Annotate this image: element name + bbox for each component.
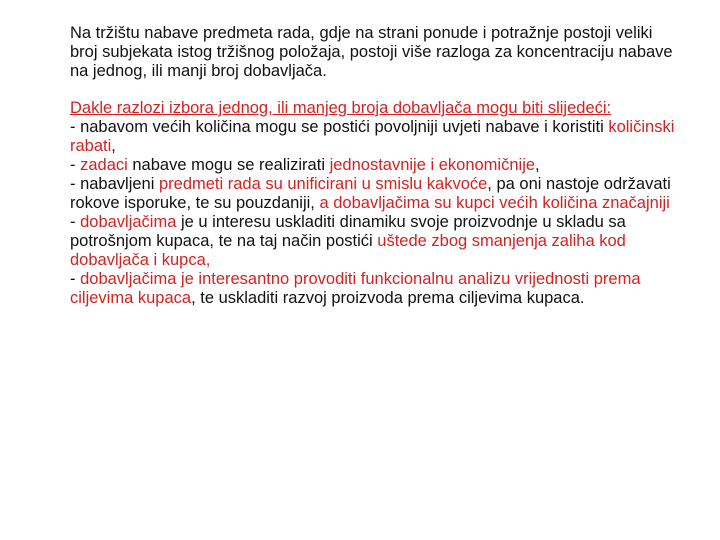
reason-text: , (535, 156, 540, 174)
reason-text: - (70, 213, 81, 231)
reason-highlight: dobavljačima je interesantno provoditi funkcionalnu analizu vrijednosti prema ciljevima kupaca (70, 270, 641, 307)
reason-text: nabave mogu se realizirati (127, 156, 330, 174)
reason-item (70, 270, 680, 308)
reason-highlight: dobavljačima (80, 213, 177, 231)
reason-highlight: količinski rabati (70, 118, 675, 155)
reason-text: - nabavljeni (70, 175, 159, 193)
reason-highlight: jednostavnije i ekonomičnije (329, 156, 536, 174)
reason-highlight: uštede zbog smanjenja zaliha kod dobavljača i kupca, (70, 232, 626, 269)
intro-paragraph: Na tržištu nabave predmeta rada, gdje na strani ponude i potražnje postoji veliki broj subjekata istog tržišnog položaja, postoji više razloga za koncentraciju nabave na jednog, ili manji broj dobavljača. (70, 24, 673, 80)
reason-highlight: zadaci (80, 156, 128, 174)
reason-text: - (70, 156, 81, 174)
reasons-heading: Dakle razlozi izbora jednog, ili manjeg broja dobavljača mogu biti slijedeći: (70, 99, 612, 117)
reason-item (70, 118, 680, 156)
reason-text: , pa oni nastoje održavati rokove isporuke, te su pouzdaniji, (70, 175, 671, 212)
reason-item (70, 156, 680, 175)
slide-text (70, 24, 680, 308)
reason-item (70, 175, 680, 213)
reason-item (70, 213, 680, 270)
reason-text: , te uskladiti razvoj proizvoda prema ciljevima kupaca. (191, 289, 585, 307)
reason-highlight: a dobavljačima su kupci većih količina značajniji (319, 194, 670, 212)
reason-text: - nabavom većih količina mogu se postići povoljniji uvjeti nabave i koristiti (70, 118, 609, 136)
reason-text: , (111, 137, 116, 155)
reason-text: - (70, 270, 81, 288)
reason-text: je u interesu uskladiti dinamiku svoje proizvodnje u skladu sa potrošnjom kupaca, te na taj način postići (70, 213, 626, 250)
reasons-paragraph (70, 99, 680, 308)
reason-highlight: predmeti rada su unificirani u smislu kakvoće (158, 175, 488, 193)
